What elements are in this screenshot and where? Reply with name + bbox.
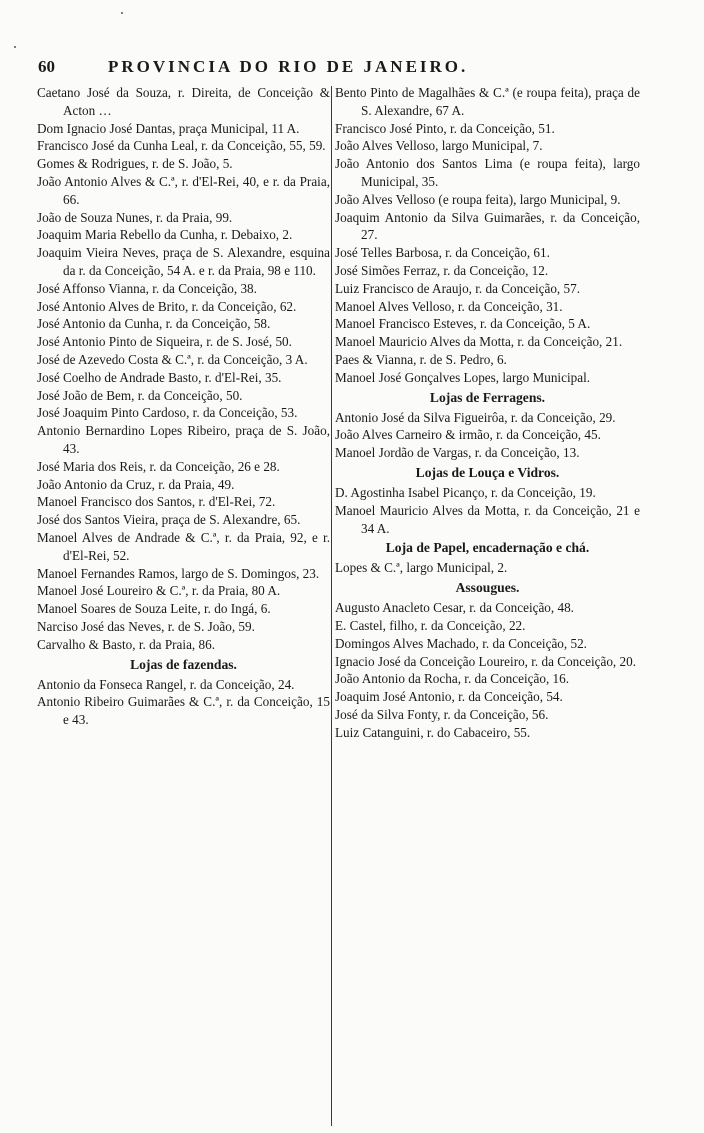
directory-entry: José Maria dos Reis, r. da Conceição, 26 e 28.	[37, 458, 280, 474]
directory-entry: João Antonio da Rocha, r. da Conceição, 16.	[335, 671, 570, 687]
directory-entry: José Simões Ferraz, r. da Conceição, 12.	[335, 262, 549, 278]
directory-entry: José João de Bem, r. da Conceição, 50.	[37, 387, 243, 403]
directory-entry: Francisco José da Cunha Leal, r. da Conceição, 55, 59.	[37, 138, 326, 154]
directory-entry: Francisco José Pinto, r. da Conceição, 51.	[335, 120, 555, 136]
directory-entry: Lopes & C.ª, largo Municipal, 2.	[335, 560, 508, 576]
directory-entry: José Antonio Pinto de Siqueira, r. de S. José, 50.	[37, 334, 292, 350]
directory-entry: Joaquim Antonio da Silva Guimarães, r. da Conceição, 27.	[335, 209, 640, 243]
section-heading: Lojas de fazendas.	[130, 656, 237, 672]
left-column	[37, 84, 330, 729]
directory-entry: Domingos Alves Machado, r. da Conceição, 52.	[335, 635, 587, 651]
directory-entry: Ignacio José da Conceição Loureiro, r. da Conceição, 20.	[335, 653, 637, 669]
directory-entry: Joaquim Vieira Neves, praça de S. Alexandre, esquina da r. da Conceição, 54 A. e r. da Praia, 98 e 110.	[37, 245, 330, 278]
page-number: 60	[38, 57, 55, 76]
directory-entry: Manoel Mauricio Alves da Motta, r. da Conceição, 21.	[335, 334, 623, 350]
directory-entry: Augusto Anacleto Cesar, r. da Conceição, 48.	[335, 600, 574, 616]
page-header	[38, 57, 678, 83]
section-heading: Assougues.	[455, 580, 520, 596]
directory-entry: Manoel José Gonçalves Lopes, largo Municipal.	[335, 369, 591, 385]
directory-entry: João Alves Velloso, largo Municipal, 7.	[335, 138, 543, 154]
directory-entry: Manoel Soares de Souza Leite, r. do Ingá, 6.	[37, 601, 271, 617]
section-heading: Loja de Papel, encadernação e chá.	[385, 540, 590, 556]
right-column	[335, 84, 640, 742]
directory-entry: Caetano José da Souza, r. Direita, de Conceição & Acton …	[37, 85, 330, 118]
directory-entry: E. Castel, filho, r. da Conceição, 22.	[335, 617, 526, 633]
directory-entry: Paes & Vianna, r. de S. Pedro, 6.	[335, 351, 507, 367]
directory-entry: Luiz Catanguini, r. do Cabaceiro, 55.	[335, 724, 531, 740]
column-divider	[331, 86, 332, 1126]
directory-entry: Manoel Jordão de Vargas, r. da Conceição, 13.	[335, 445, 580, 461]
directory-entry: João Antonio dos Santos Lima (e roupa feita), largo Municipal, 35.	[335, 156, 640, 189]
directory-entry: Manoel Alves Velloso, r. da Conceição, 31.	[335, 298, 563, 314]
directory-entry: José de Azevedo Costa & C.ª, r. da Conceição, 3 A.	[37, 351, 308, 367]
directory-entry: José dos Santos Vieira, praça de S. Alexandre, 65.	[37, 512, 301, 528]
directory-entry: Antonio da Fonseca Rangel, r. da Conceição, 24.	[37, 676, 295, 692]
directory-entry: Joaquim José Antonio, r. da Conceição, 54.	[335, 689, 563, 705]
section-heading: Lojas de Louça e Vidros.	[415, 464, 560, 480]
directory-entry: Joaquim Maria Rebello da Cunha, r. Debaixo, 2.	[37, 227, 293, 243]
directory-entry: Gomes & Rodrigues, r. de S. João, 5.	[37, 156, 233, 172]
directory-entry: Narciso José das Neves, r. de S. João, 59.	[37, 618, 255, 634]
paper-speck	[121, 12, 123, 14]
directory-entry: José Antonio Alves de Brito, r. da Conceição, 62.	[37, 298, 297, 314]
directory-entry: José Telles Barbosa, r. da Conceição, 61.	[335, 245, 550, 261]
section-heading: Lojas de Ferragens.	[429, 389, 546, 405]
directory-entry: Luiz Francisco de Araujo, r. da Conceição, 57.	[335, 280, 580, 296]
directory-entry: Manoel José Loureiro & C.ª, r. da Praia, 80 A.	[37, 583, 281, 599]
running-title: PROVINCIA DO RIO DE JANEIRO.	[108, 57, 469, 76]
directory-entry: Manoel Francisco dos Santos, r. d'El-Rei, 72.	[37, 494, 276, 510]
directory-entry: Manoel Alves de Andrade & C.ª, r. da Praia, 92, e r. d'El-Rei, 52.	[37, 529, 330, 563]
directory-entry: João Alves Carneiro & irmão, r. da Conceição, 45.	[335, 427, 601, 443]
directory-entry: Bento Pinto de Magalhães & C.ª (e roupa feita), praça de S. Alexandre, 67 A.	[335, 85, 640, 118]
directory-entry: João Alves Velloso (e roupa feita), largo Municipal, 9.	[335, 191, 621, 207]
directory-entry: D. Agostinha Isabel Picanço, r. da Conceição, 19.	[335, 484, 596, 500]
directory-entry: Manoel Francisco Esteves, r. da Conceição, 5 A.	[335, 316, 591, 332]
directory-entry: José Coelho de Andrade Basto, r. d'El-Rei, 35.	[37, 369, 282, 385]
directory-entry: Antonio José da Silva Figueirôa, r. da Conceição, 29.	[335, 409, 616, 425]
directory-entry: Dom Ignacio José Dantas, praça Municipal, 11 A.	[37, 120, 300, 136]
directory-entry: João Antonio Alves & C.ª, r. d'El-Rei, 40, e r. da Praia, 66.	[37, 173, 330, 207]
directory-entry: José Joaquim Pinto Cardoso, r. da Conceição, 53.	[37, 405, 298, 421]
directory-entry: José da Silva Fonty, r. da Conceição, 56.	[335, 706, 549, 722]
directory-entry: José Antonio da Cunha, r. da Conceição, 58.	[37, 316, 271, 332]
directory-entry: Manoel Fernandes Ramos, largo de S. Domingos, 23.	[37, 565, 320, 581]
directory-entry: Antonio Ribeiro Guimarães & C.ª, r. da Conceição, 15 e 43.	[37, 694, 330, 728]
directory-entry: José Affonso Vianna, r. da Conceição, 38.	[37, 280, 257, 296]
directory-entry: João de Souza Nunes, r. da Praia, 99.	[37, 209, 233, 225]
directory-entry: João Antonio da Cruz, r. da Praia, 49.	[37, 476, 235, 492]
directory-entry: Manoel Mauricio Alves da Motta, r. da Conceição, 21 e 34 A.	[335, 502, 640, 536]
directory-entry: Carvalho & Basto, r. da Praia, 86.	[37, 636, 215, 652]
paper-speck	[14, 46, 16, 48]
directory-entry: Antonio Bernardino Lopes Ribeiro, praça de S. João, 43.	[37, 423, 330, 456]
